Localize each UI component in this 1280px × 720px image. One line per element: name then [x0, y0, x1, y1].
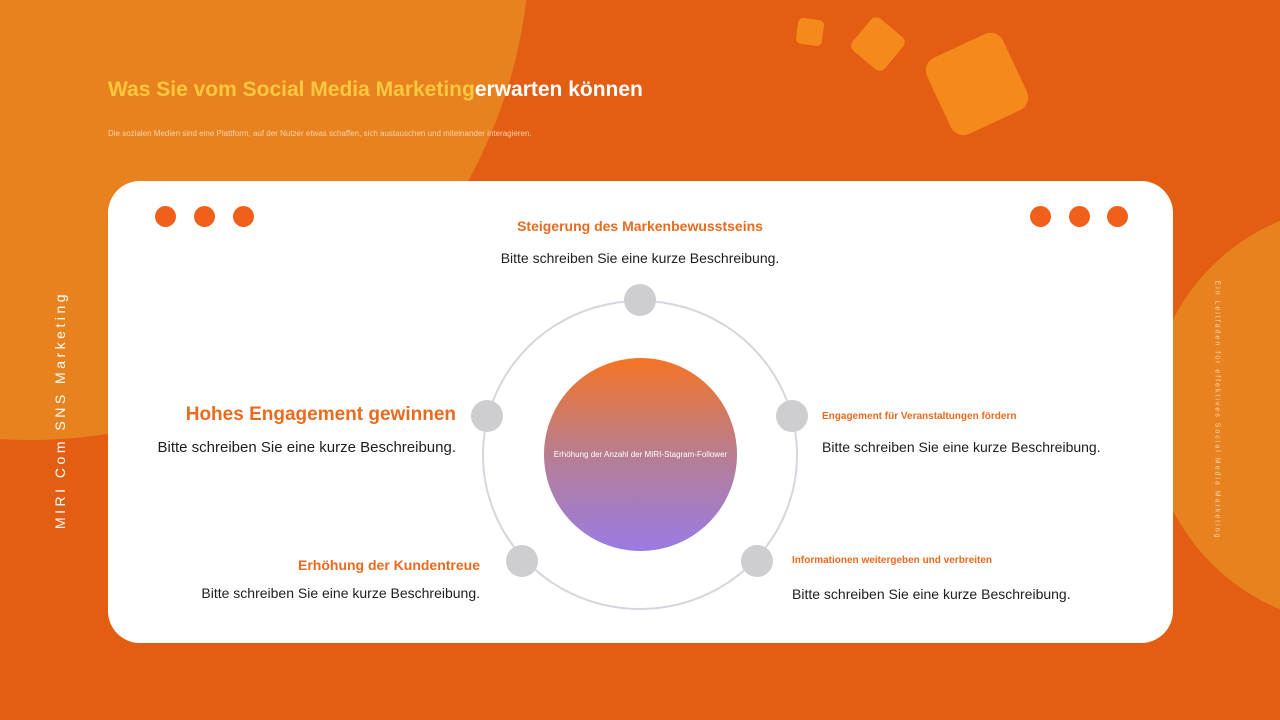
card-dot — [1030, 206, 1051, 227]
item-description: Bitte schreiben Sie eine kurze Beschreibung. — [792, 586, 1071, 602]
center-circle — [544, 358, 737, 551]
page-title-highlight: Was Sie vom Social Media Marketing — [108, 78, 475, 101]
page-title — [108, 78, 643, 102]
item-title-brand-awareness: Steigerung des Markenbewusstseins — [517, 218, 763, 234]
card-dot — [233, 206, 254, 227]
card-dot — [1107, 206, 1128, 227]
orbit-node-left — [471, 400, 503, 432]
item-description: Bitte schreiben Sie eine kurze Beschreibung. — [500, 250, 780, 266]
decorative-square-large — [921, 28, 1033, 140]
card-dot — [155, 206, 176, 227]
orbit-node-bottom-right — [741, 545, 773, 577]
item-title-share-information: Informationen weitergeben und verbreiten — [792, 555, 993, 566]
item-title-engagement: Hohes Engagement gewinnen — [185, 404, 456, 425]
decorative-square-small — [795, 17, 824, 46]
item-description: Bitte schreiben Sie eine kurze Beschreibung. — [822, 439, 1101, 455]
card-dot — [194, 206, 215, 227]
item-title-customer-loyalty: Erhöhung der Kundentreue — [298, 557, 480, 573]
page-title-rest: erwarten können — [474, 78, 643, 101]
orbit-node-top — [624, 284, 656, 316]
side-label-left: MIRI Com SNS Marketing — [52, 290, 68, 530]
item-description: Bitte schreiben Sie eine kurze Beschreibung. — [201, 585, 480, 601]
orbit-node-right — [776, 400, 808, 432]
decorative-square-medium — [848, 14, 907, 73]
item-description: Bitte schreiben Sie eine kurze Beschreibung. — [157, 439, 456, 456]
center-label: Erhöhung der Anzahl der MIRI-Stagram-Follower — [553, 450, 728, 459]
item-title-event-engagement: Engagement für Veranstaltungen fördern — [822, 411, 1017, 422]
orbit-node-bottom-left — [506, 545, 538, 577]
page-subtitle: Die sozialen Medien sind eine Plattform, auf der Nutzer etwas schaffen, sich austauschen und miteinander interagieren. — [108, 129, 532, 138]
card-dot — [1069, 206, 1090, 227]
side-label-right: Ein Leitfaden für effektives Social Media Marketing — [1213, 280, 1221, 540]
